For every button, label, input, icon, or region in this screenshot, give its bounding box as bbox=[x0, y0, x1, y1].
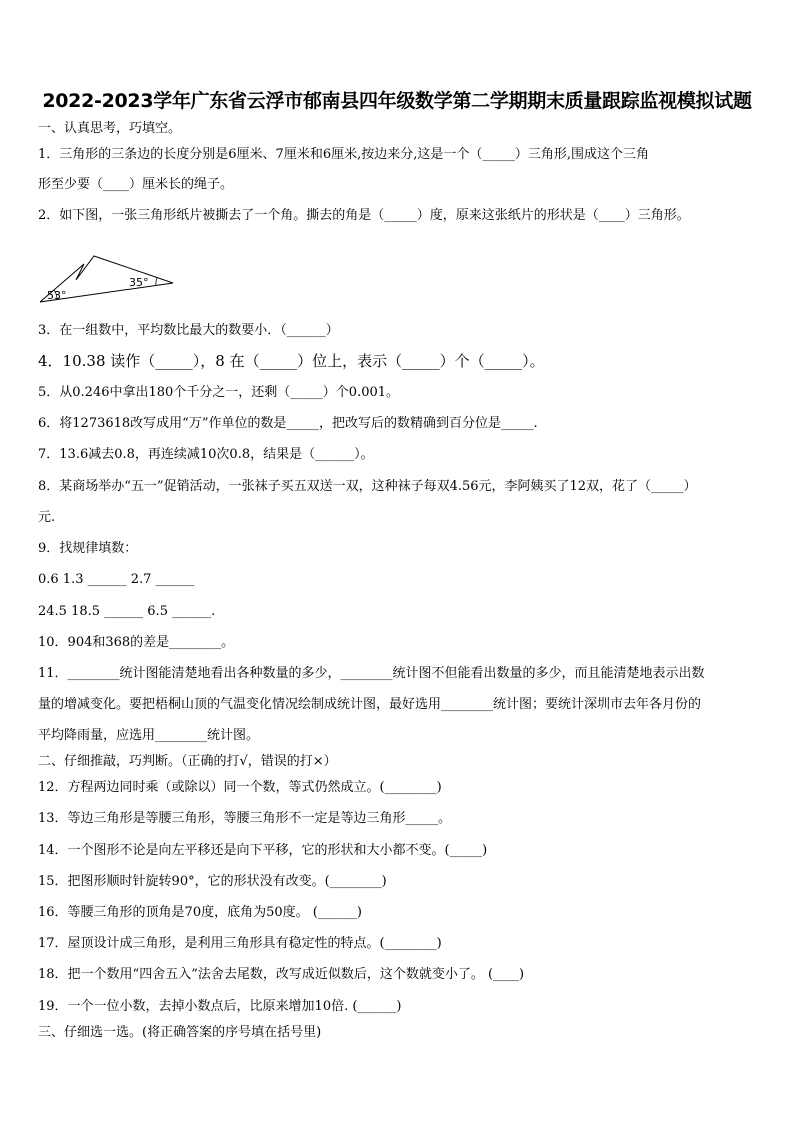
question-10-text: 10．904和368的差是________。 bbox=[38, 635, 235, 650]
question-1-line-1: 1．三角形的三条边的长度分别是6厘米、7厘米和6厘米,按边来分,这是一个（_____）三角形,围成这个三角 bbox=[38, 147, 649, 162]
question-9-sequence-1: 0.6 1.3 ______ 2.7 ______ bbox=[38, 572, 195, 587]
question-7-text: 7．13.6减去0.8，再连续减10次0.8，结果是（______）。 bbox=[38, 447, 374, 462]
question-15-text: 15．把图形顺时针旋转90°，它的形状没有改变。(________) bbox=[38, 874, 387, 889]
question-9-sequence-2: 24.5 18.5 ______ 6.5 ______. bbox=[38, 604, 216, 619]
question-4-text: 4．10.38 读作（_____），8 在（_____）位上，表示（_____）个（_____）。 bbox=[38, 352, 545, 370]
question-3-text: 3．在一组数中，平均数比最大的数要小．（______） bbox=[38, 323, 339, 338]
torn-triangle-figure bbox=[37, 250, 182, 310]
question-11-line-1: 11．________统计图能清楚地看出各种数量的多少，________统计图不但能看出数量的多少，而且能清楚地表示出数 bbox=[38, 666, 705, 681]
question-9-heading: 9．找规律填数： bbox=[38, 541, 138, 556]
question-16-text: 16．等腰三角形的顶角是70度，底角为50度。 (______) bbox=[38, 905, 362, 920]
question-12-text: 12．方程两边同时乘（或除以）同一个数，等式仍然成立。(________) bbox=[38, 780, 442, 795]
section-1-heading: 一、认真思考，巧填空。 bbox=[38, 121, 182, 136]
question-1-line-2: 形至少要（____）厘米长的绳子。 bbox=[38, 177, 234, 192]
question-17-text: 17．屋顶设计成三角形，是利用三角形具有稳定性的特点。(________) bbox=[38, 936, 442, 951]
angle-label-left: 53° bbox=[47, 289, 67, 302]
question-11-line-2: 量的增减变化。要把梧桐山顶的气温变化情况绘制成统计图，最好选用________统计图；要统计深圳市去年各月份的 bbox=[38, 697, 702, 712]
angle-arc-right bbox=[156, 278, 157, 286]
page-title: 2022-2023学年广东省云浮市郁南县四年级数学第二学期期末质量跟踪监视模拟试题 bbox=[42, 90, 752, 112]
question-18-text: 18．把一个数用“四舍五入”法舍去尾数，改写成近似数后，这个数就变小了。 (____) bbox=[38, 967, 525, 982]
angle-label-right: 35° bbox=[129, 276, 149, 289]
question-8-line-2: 元. bbox=[38, 510, 56, 525]
question-13-text: 13．等边三角形是等腰三角形，等腰三角形不一定是等边三角形_____。 bbox=[38, 811, 452, 826]
section-3-heading: 三、仔细选一选。(将正确答案的序号填在括号里) bbox=[38, 1025, 322, 1040]
section-2-heading: 二、仔细推敲，巧判断。（正确的打√，错误的打×） bbox=[38, 754, 337, 769]
question-14-text: 14．一个图形不论是向左平移还是向下平移，它的形状和大小都不变。(_____) bbox=[38, 843, 488, 858]
question-2-text: 2．如下图，一张三角形纸片被撕去了一个角。撕去的角是（_____）度，原来这张纸片的形状是（____）三角形。 bbox=[38, 208, 690, 223]
question-11-line-3: 平均降雨量，应选用________统计图。 bbox=[38, 728, 260, 743]
question-8-line-1: 8．某商场举办“五一”促销活动，一张袜子买五双送一双，这种袜子每双4.56元，李阿姨买了12双，花了（_____） bbox=[38, 479, 697, 494]
question-6-text: 6．将1273618改写成用“万”作单位的数是_____，把改写后的数精确到百分位是_____. bbox=[38, 416, 538, 431]
question-5-text: 5．从0.246中拿出180个千分之一，还剩（_____）个0.001。 bbox=[38, 385, 400, 400]
question-19-text: 19．一个一位小数，去掉小数点后，比原来增加10倍. (______) bbox=[38, 999, 402, 1014]
